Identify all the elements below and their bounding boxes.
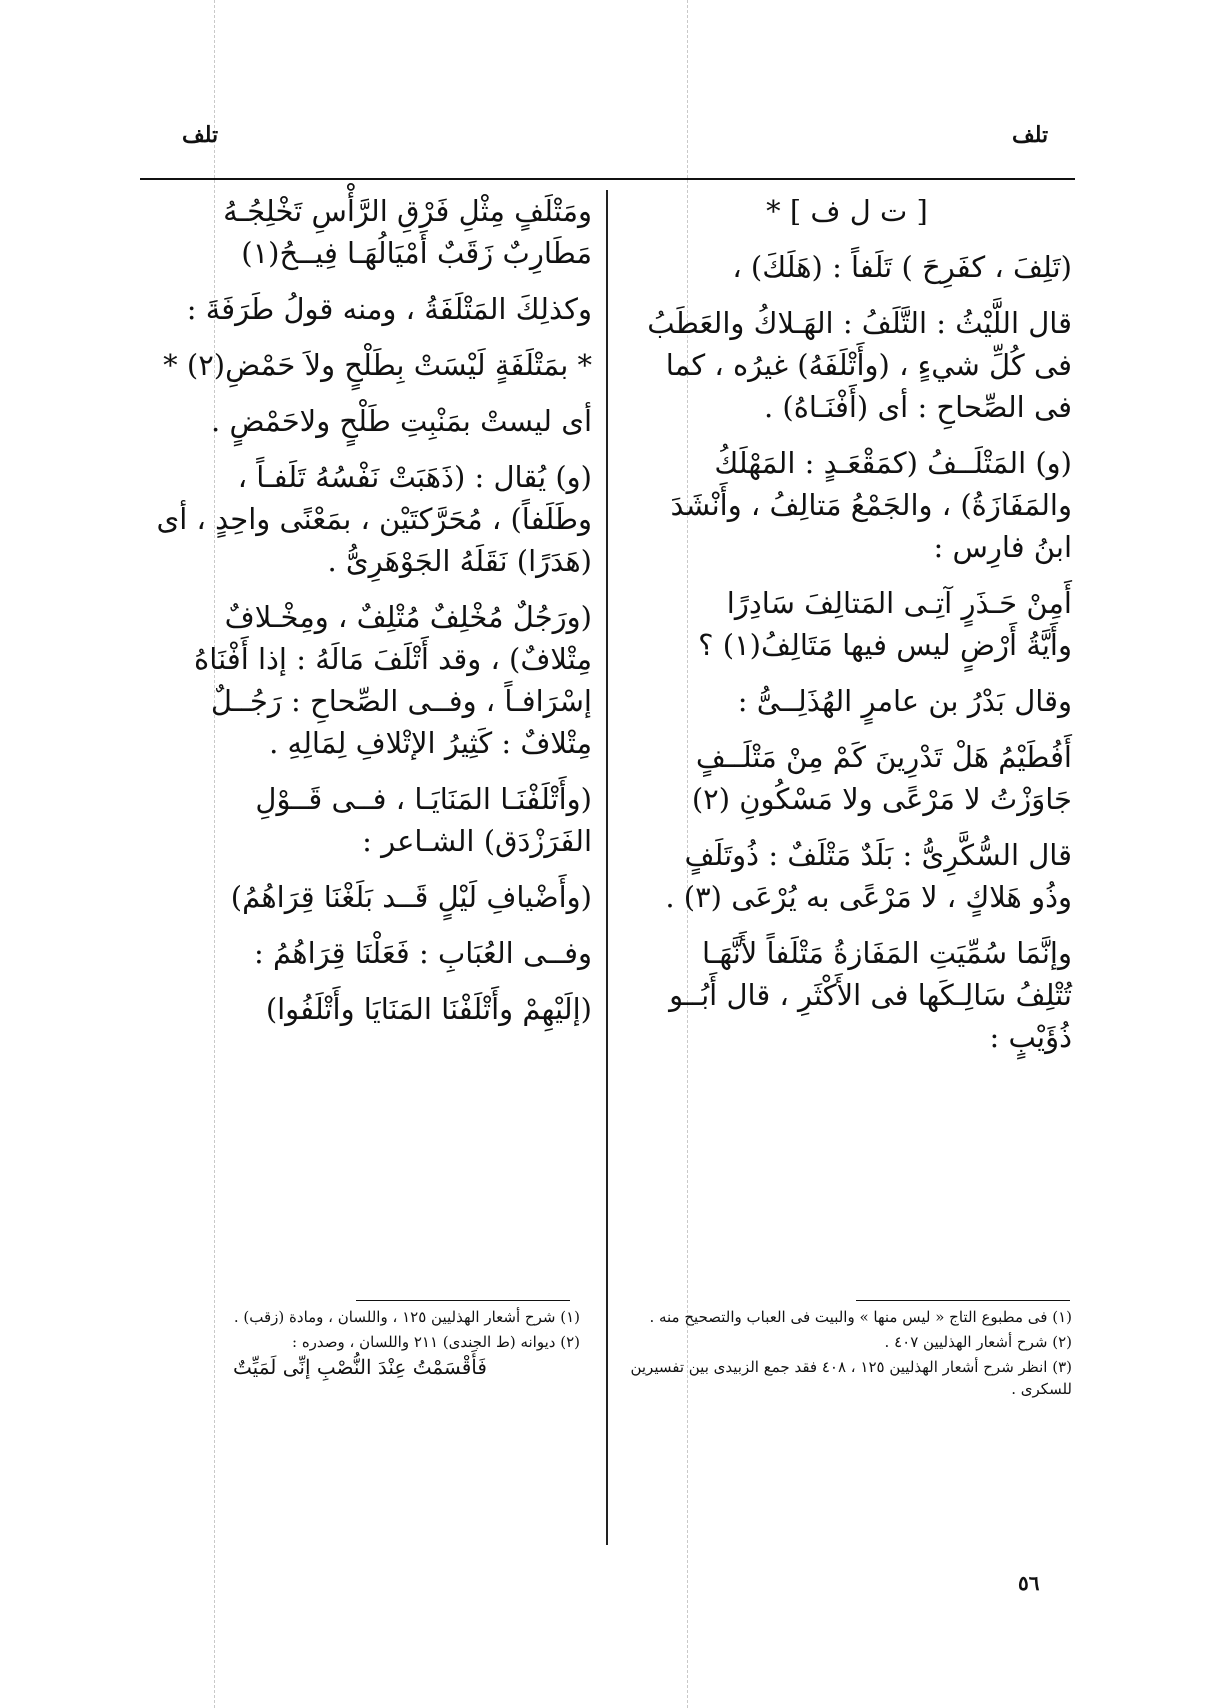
left-column xyxy=(140,190,592,1044)
text-line: (هَدَرًا) نَقَلَهُ الجَوْهَرِىُّ . xyxy=(327,544,592,578)
text-line: تُتْلِفُ سَالِـكَها فى الأَكْثَرِ ، قال أَبُــو xyxy=(669,978,1072,1012)
text-line: فى الصِّحاحِ : أى (أَفْنَـاهُ) . xyxy=(763,390,1072,424)
text-line: وذُو هَلاكٍ ، لا مَرْعًى به يُرْعَى (٣) . xyxy=(665,880,1072,914)
text-line: ذُؤَيْبٍ : xyxy=(989,1020,1072,1054)
verse-line: (وأَضْيافِ لَيْلٍ قَــد بَلَغْنَا قِرَاهُمُ) xyxy=(230,880,592,914)
footnote-rule xyxy=(356,1300,570,1301)
footnote: (٢) ديوانه (ط الجندى) ٢١١ واللسان ، وصدره : xyxy=(292,1333,580,1351)
text-line: (و) المَتْلَــفُ (كمَقْعَـدٍ : المَهْلَكُ xyxy=(714,446,1072,480)
verse-line: مَطَارِبٌ زَقَبٌ أَمْيَالُهَـا فِيــحُ(١) xyxy=(241,236,592,270)
footnote-rule xyxy=(856,1300,1070,1301)
page-number: ٥٦ xyxy=(1018,1571,1040,1595)
text-line: والمَفَازَةُ) ، والجَمْعُ مَتالِفُ ، وأَنْشَدَ xyxy=(670,488,1072,522)
text-line: فى كُلِّ شيءٍ ، (وأَتْلَفَهُ) غيرُه ، كما xyxy=(665,348,1072,382)
text-line: ابنُ فارِس : xyxy=(933,530,1072,564)
running-header-right: تلف xyxy=(1012,122,1049,148)
text-line: (تَلِفَ ، كفَرِحَ ) تَلَفاً : (هَلَكَ) ، xyxy=(732,250,1072,284)
verse-line: جَاوَزْتُ لا مَرْعًى ولا مَسْكُونِ (٢) xyxy=(691,782,1072,816)
header-rule xyxy=(140,178,1075,180)
footnote-verse: فَأَقْسَمْتُ عِنْدَ النُّصْبِ إنِّى لَمَيِّتٌ xyxy=(233,1355,487,1379)
left-footnotes xyxy=(140,1306,580,1381)
text-line: أى ليستْ بمَنْبِتِ طَلْحٍ ولاحَمْضٍ . xyxy=(211,404,592,438)
verse-line: أَفُطَيْمُ هَلْ تَدْرِينَ كَمْ مِنْ مَتْلَــفٍ xyxy=(695,740,1072,774)
text-line: وإنَّمَا سُمِّيَتِ المَفَازةُ مَتْلَفاً لأَنَّهَـا xyxy=(702,936,1072,970)
footnote: (١) فى مطبوع التاج « ليس منها » والبيت فى العباب والتصحيح منه . xyxy=(649,1308,1072,1326)
text-line: (وأَتْلَفْنَـا المَنَايَـا ، فــى قَــوْلِ xyxy=(255,782,592,816)
text-line: إسْرَافـاً ، وفــى الصِّحاحِ : رَجُــلٌ xyxy=(210,684,592,718)
text-line: قال اللَّيْثُ : التَّلَفُ : الهَـلاكُ والعَطَبُ xyxy=(647,306,1072,340)
text-line: مِتْلافٌ) ، وقد أَتْلَفَ مَالَهُ : إذا أَفْنَاهُ xyxy=(194,642,592,676)
running-header-left: تلف xyxy=(182,122,219,148)
footnote: (٢) شرح أشعار الهذليين ٤٠٧ . xyxy=(884,1333,1072,1351)
entry-title: [ ت ل ف ] * xyxy=(766,194,928,228)
text-line: (و) يُقال : (ذَهَبَتْ نَفْسُهُ تَلَفـاً ، xyxy=(237,460,592,494)
footnote: (٣) انظر شرح أشعار الهذليين ١٢٥ ، ٤٠٨ فقد جمع الزبيدى بين تفسيرين للسكرى . xyxy=(630,1358,1072,1398)
verse-line: (إلَيْهِمْ وأَتْلَفْنَا المَنَايَا وأَتْلَفُوا) xyxy=(265,992,592,1026)
column-divider xyxy=(606,190,608,1545)
text-line: (ورَجُلٌ مُخْلِفٌ مُتْلِفٌ ، ومِخْـلافٌ xyxy=(224,600,592,634)
right-footnotes xyxy=(630,1306,1072,1403)
verse-line: أَمِنْ حَـذَرٍ آتِـى المَتالِفَ سَادِرًا xyxy=(726,586,1072,620)
text-line: وكذلِكَ المَتْلَفَةُ ، ومنه قولُ طَرَفَةَ : xyxy=(186,292,592,326)
verse-line: ومَتْلَفٍ مِثْلِ فَرْقِ الرَّأْسِ تَخْلِجُـهُ xyxy=(223,194,592,228)
right-column xyxy=(622,190,1072,1072)
verse-line: * بمَتْلَفَةٍ لَيْسَتْ بِطَلْحٍ ولاَ حَمْضِ(٢) * xyxy=(163,348,592,382)
verse-line: وأَيَّةُ أَرْضٍ ليس فيها مَتَالِفُ(١) ؟ xyxy=(698,628,1072,662)
text-line: وطَلَفاً) ، مُحَرَّكتَيْن ، بمَعْنًى واحِدٍ ، أى xyxy=(156,502,592,536)
text-line: مِتْلافٌ : كَثِيرُ الإتْلافِ لِمَالِهِ . xyxy=(269,726,592,760)
text-line: قال السُّكَّرِىُّ : بَلَدٌ مَتْلَفٌ : ذُوتَلَفٍ xyxy=(684,838,1072,872)
footnote: (١) شرح أشعار الهذليين ١٢٥ ، واللسان ، ومادة (زقب) . xyxy=(233,1308,580,1326)
text-line: الفَرَزْدَق) الشـاعر : xyxy=(362,824,592,858)
text-line: وفــى العُبَابِ : فَعَلْنَا قِرَاهُمُ : xyxy=(254,936,592,970)
text-line: وقال بَدْرُ بن عامرٍ الهُذَلِــىُّ : xyxy=(737,684,1072,718)
